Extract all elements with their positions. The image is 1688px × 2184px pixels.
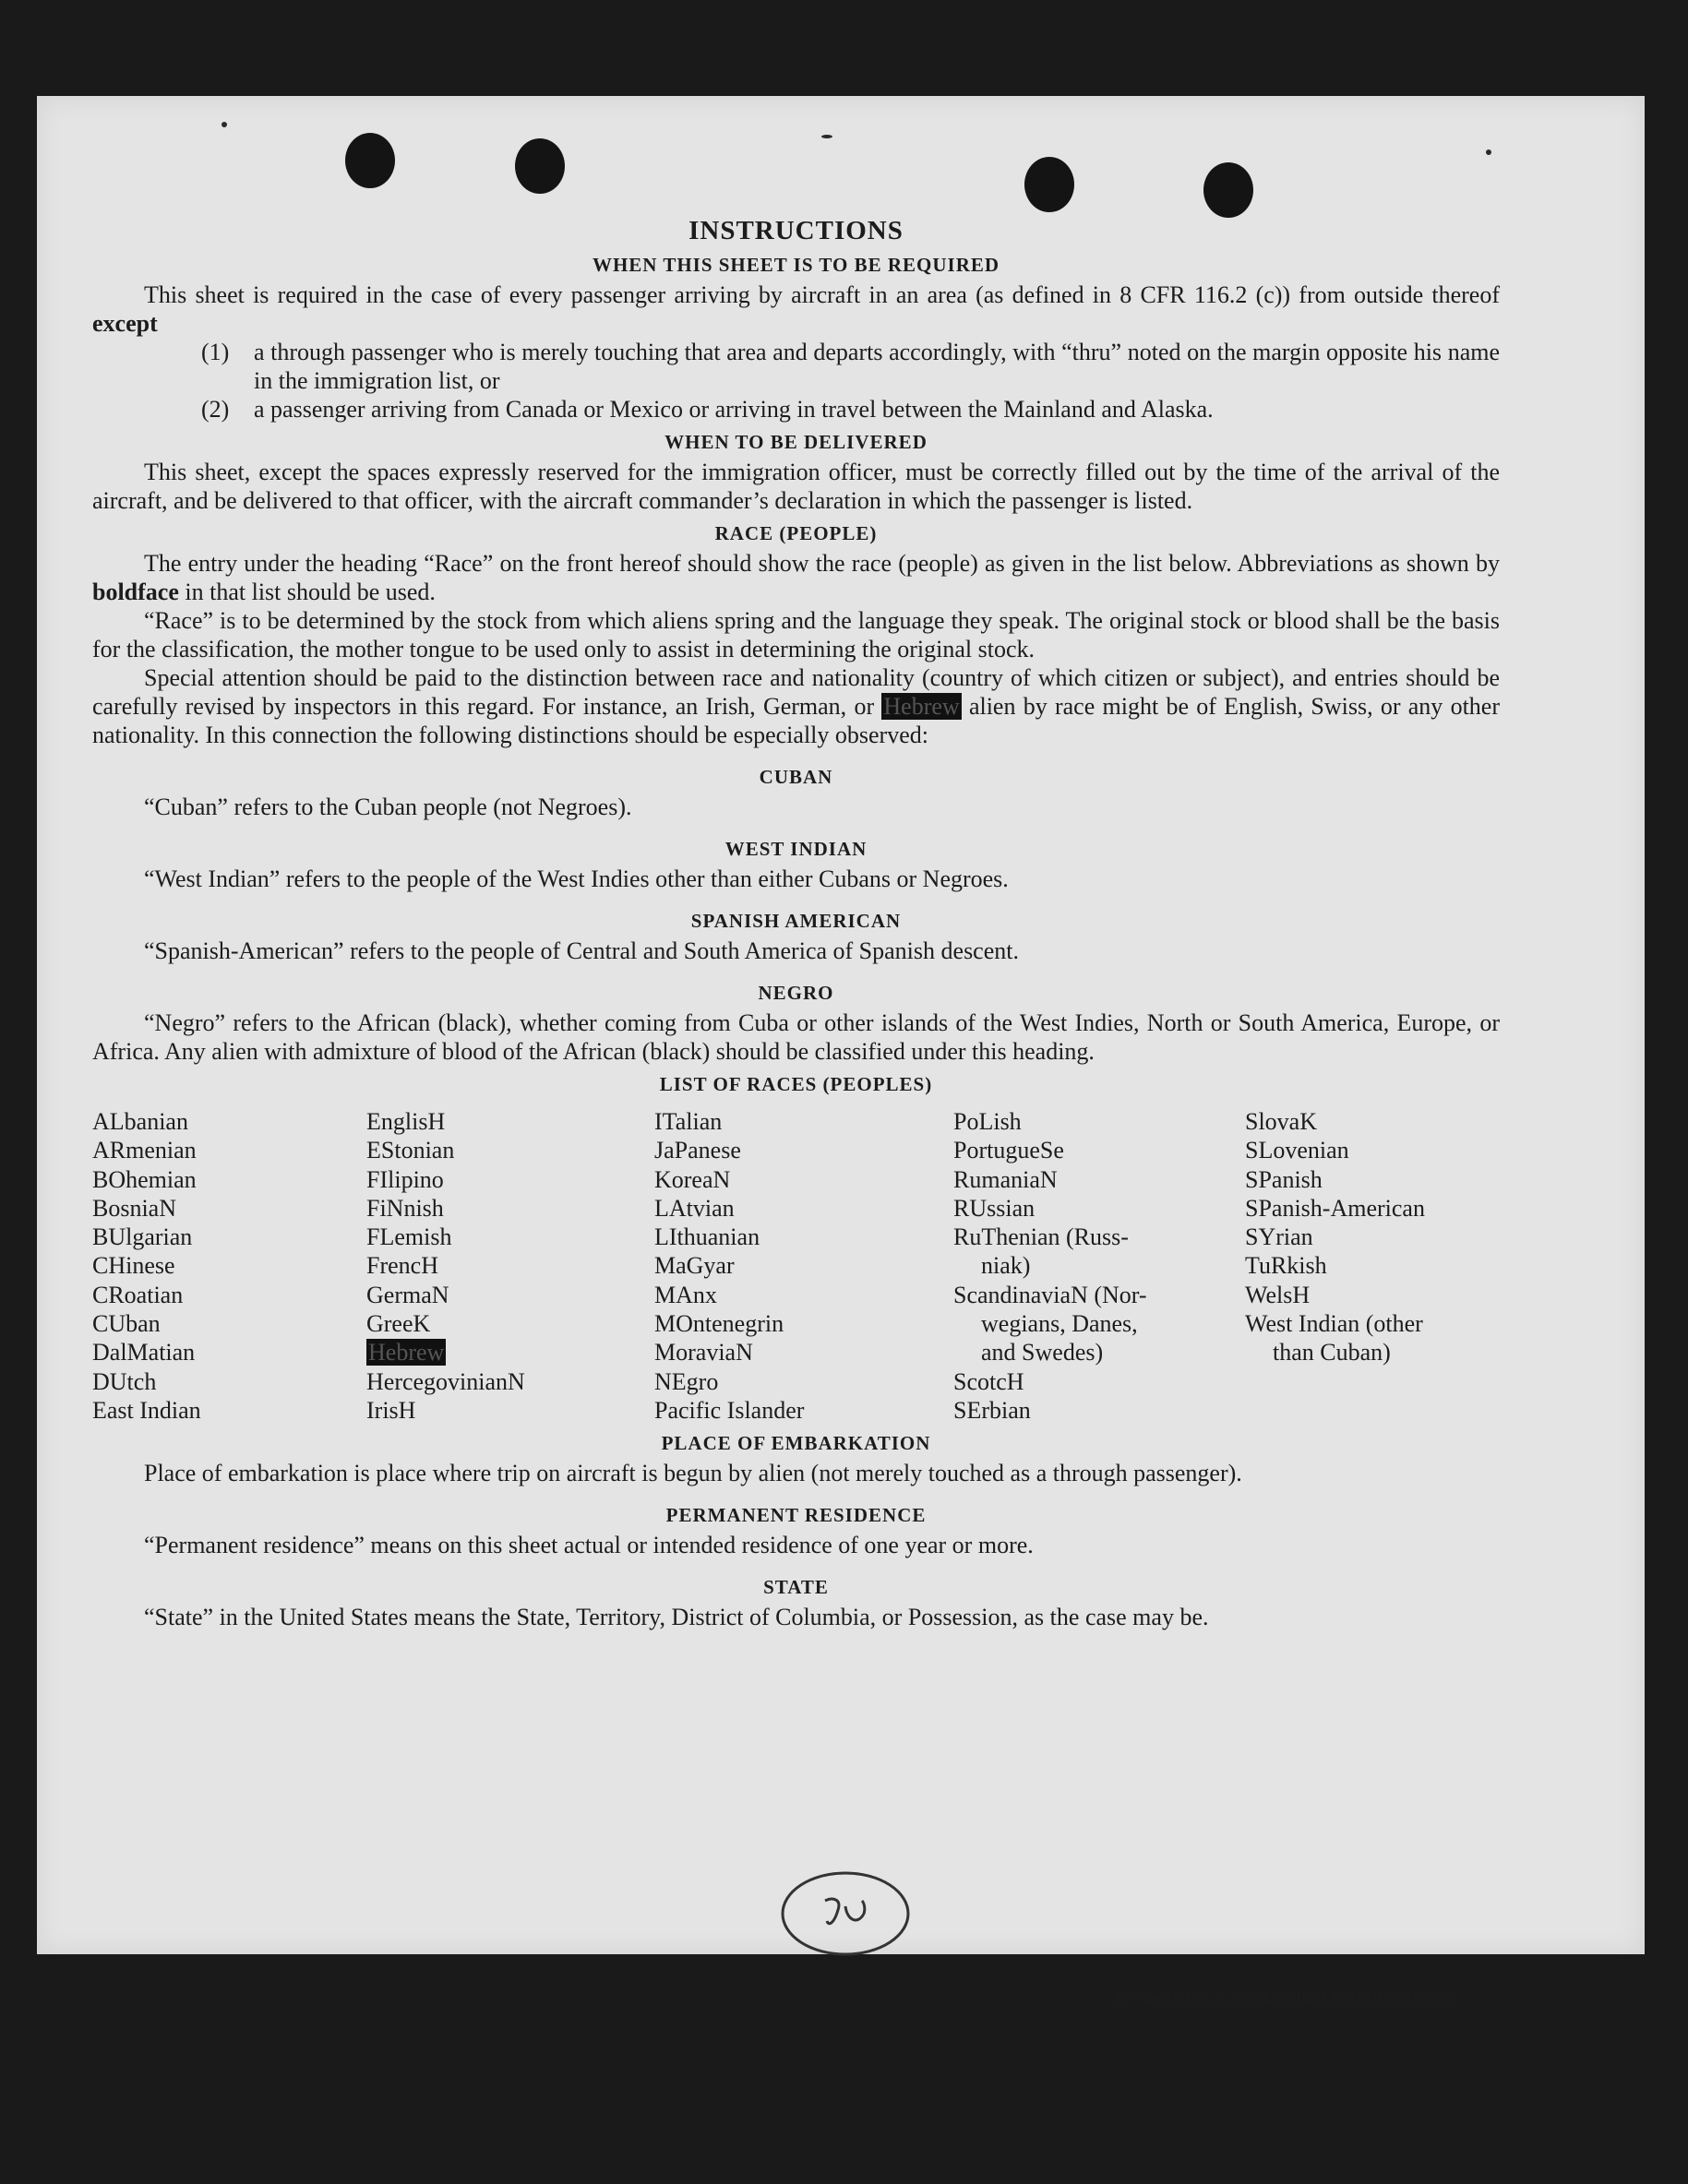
race-entry: CHinese [92, 1252, 175, 1280]
race-entry: WelsH [1245, 1281, 1311, 1308]
race-entry: ALbanian [92, 1108, 188, 1135]
punch-hole [515, 138, 565, 194]
paragraph: Special attention should be paid to the distinction between race and nationality (country of which citizen or subject), and entries should be carefully revised by inspectors in this regard. For instance, an Irish, German, or Hebrew alien by race might be of English, Swiss, or any other nationality. In this connection the following distinctions should be especially observed: [92, 664, 1500, 748]
redacted-word: Hebrew [883, 693, 960, 720]
race-entry: BosniaN [92, 1194, 176, 1222]
race-entry: MaGyar [654, 1252, 735, 1280]
race-entry: PoLish [953, 1108, 1022, 1135]
race-entry: TuRkish [1245, 1252, 1327, 1280]
section-heading: NEGRO [758, 982, 834, 1004]
race-column [654, 1107, 953, 1425]
race-entry: BUlgarian [92, 1223, 193, 1251]
race-entry: NEgro [654, 1367, 719, 1395]
race-entry: FiNnish [366, 1194, 444, 1222]
speck [821, 135, 832, 138]
section-heading: PERMANENT RESIDENCE [665, 1504, 927, 1527]
section-heading: WEST INDIAN [724, 838, 868, 860]
race-entry: SPanish [1245, 1165, 1323, 1193]
race-entry: and Swedes) [981, 1339, 1104, 1366]
race-entry: DUtch [92, 1367, 157, 1395]
section-heading: LIST OF RACES (PEOPLES) [659, 1073, 933, 1095]
section-heading: PLACE OF EMBARKATION [661, 1432, 931, 1455]
race-entry: BOhemian [92, 1165, 197, 1193]
race-entry: CUban [92, 1310, 161, 1338]
race-entry: SLovenian [1245, 1137, 1349, 1164]
race-entry: SlovaK [1245, 1108, 1317, 1135]
race-entry: DalMatian [92, 1339, 196, 1366]
race-entry: SPanish-American [1245, 1194, 1425, 1222]
race-list [92, 1107, 1500, 1425]
race-entry: SErbian [953, 1396, 1031, 1424]
paragraph: “Spanish-American” refers to the people of Central and South America of Spanish descent. [144, 937, 1019, 964]
race-entry: GreeK [366, 1310, 431, 1338]
section-heading: SPANISH AMERICAN [690, 910, 902, 932]
section-heading: CUBAN [759, 766, 833, 788]
speck [221, 122, 227, 127]
race-entry: ITalian [654, 1108, 723, 1135]
list-item: (2) a passenger arriving from Canada or Mexico or arriving in travel between the Mainland and Alaska. [201, 396, 1214, 423]
punch-hole [1203, 162, 1253, 218]
race-entry: KoreaN [654, 1165, 731, 1193]
speck [1486, 149, 1491, 155]
handwritten-initials-stamp [777, 1866, 914, 1962]
race-entry: LIthuanian [654, 1223, 760, 1251]
race-column [953, 1107, 1245, 1425]
paragraph: “Negro” refers to the African (black), whether coming from Cuba or other islands of the West Indies, North or South America, Europe, or Africa. Any alien with admixture of blood of the African (black) should be classified under this heading. [92, 1009, 1500, 1065]
section-heading: WHEN TO BE DELIVERED [664, 431, 928, 453]
race-entry: EnglisH [366, 1108, 446, 1135]
printer-imprint: 16—24915-1 U. S. GOVERNMENT PRINTING OFFICE [1115, 1991, 1452, 2005]
race-entry: ARmenian [92, 1137, 197, 1164]
race-entry: HercegovinianN [366, 1367, 525, 1395]
punch-hole [1024, 157, 1074, 212]
race-entry: SYrian [1245, 1223, 1313, 1251]
section-heading: STATE [763, 1576, 829, 1599]
race-entry: wegians, Danes, [981, 1310, 1138, 1338]
race-entry: LAtvian [654, 1194, 735, 1222]
race-entry: Pacific Islander [654, 1396, 805, 1424]
race-entry: PortugueSe [953, 1137, 1064, 1164]
paragraph: This sheet is required in the case of every passenger arriving by aircraft in an area (as defined in 8 CFR 116.2 (c)) from outside thereof except [92, 281, 1500, 337]
race-entry: RuThenian (Russ- [953, 1223, 1129, 1251]
paragraph: “Permanent residence” means on this sheet actual or intended residence of one year or more. [144, 1532, 1034, 1559]
punch-hole [345, 133, 395, 188]
race-entry: FIlipino [366, 1165, 444, 1193]
race-entry: MAnx [654, 1281, 717, 1308]
race-entry: ScandinaviaN (Nor- [953, 1281, 1147, 1308]
race-column [366, 1107, 654, 1425]
race-entry: IrisH [366, 1396, 416, 1424]
paragraph: The entry under the heading “Race” on the front hereof should show the race (people) as given in the list below. Abbreviations as shown by boldface in that list should be used. [92, 550, 1500, 605]
race-entry: than Cuban) [1273, 1339, 1391, 1366]
paragraph: “State” in the United States means the State, Territory, District of Columbia, or Possession, as the case may be. [144, 1604, 1209, 1631]
list-item: (1) a through passenger who is merely touching that area and departs accordingly, with “thru” noted on the margin opposite his name in the immigration list, or [201, 339, 1500, 394]
race-column [1245, 1107, 1500, 1425]
race-entry: West Indian (other [1245, 1310, 1423, 1338]
race-entry: CRoatian [92, 1281, 184, 1308]
race-entry: ScotcH [953, 1367, 1024, 1395]
paragraph: “Race” is to be determined by the stock from which aliens spring and the language they speak. The original stock or blood shall be the basis for the classification, the mother tongue to be used only to assist in determining the original stock. [92, 607, 1500, 662]
section-heading: WHEN THIS SHEET IS TO BE REQUIRED [592, 254, 1000, 276]
race-entry: East Indian [92, 1396, 201, 1424]
race-entry: GermaN [366, 1281, 449, 1308]
race-entry: Hebrew [368, 1339, 445, 1366]
race-entry: niak) [981, 1252, 1031, 1280]
race-entry: RUssian [953, 1194, 1036, 1222]
race-entry: EStonian [366, 1137, 455, 1164]
race-column [92, 1107, 366, 1425]
instructions-body [92, 216, 1500, 1631]
race-entry: RumaniaN [953, 1165, 1058, 1193]
paragraph: Place of embarkation is place where trip on aircraft is begun by alien (not merely touched as a through passenger). [144, 1460, 1242, 1487]
race-entry: FLemish [366, 1223, 452, 1251]
paragraph: “Cuban” refers to the Cuban people (not Negroes). [144, 794, 632, 820]
document-sheet [37, 96, 1645, 2005]
race-entry: MOntenegrin [654, 1310, 784, 1338]
race-entry: MoraviaN [654, 1339, 753, 1366]
race-entry: FrencH [366, 1252, 438, 1280]
section-heading: RACE (PEOPLE) [714, 522, 878, 544]
paragraph: “West Indian” refers to the people of the West Indies other than either Cubans or Negroes. [144, 865, 1009, 892]
page-title: INSTRUCTIONS [688, 216, 904, 245]
paragraph: This sheet, except the spaces expressly reserved for the immigration officer, must be correctly filled out by the time of the arrival of the aircraft, and be delivered to that officer, with the aircraft commander’s declaration in which the passenger is listed. [92, 459, 1500, 514]
race-entry: JaPanese [654, 1137, 741, 1164]
